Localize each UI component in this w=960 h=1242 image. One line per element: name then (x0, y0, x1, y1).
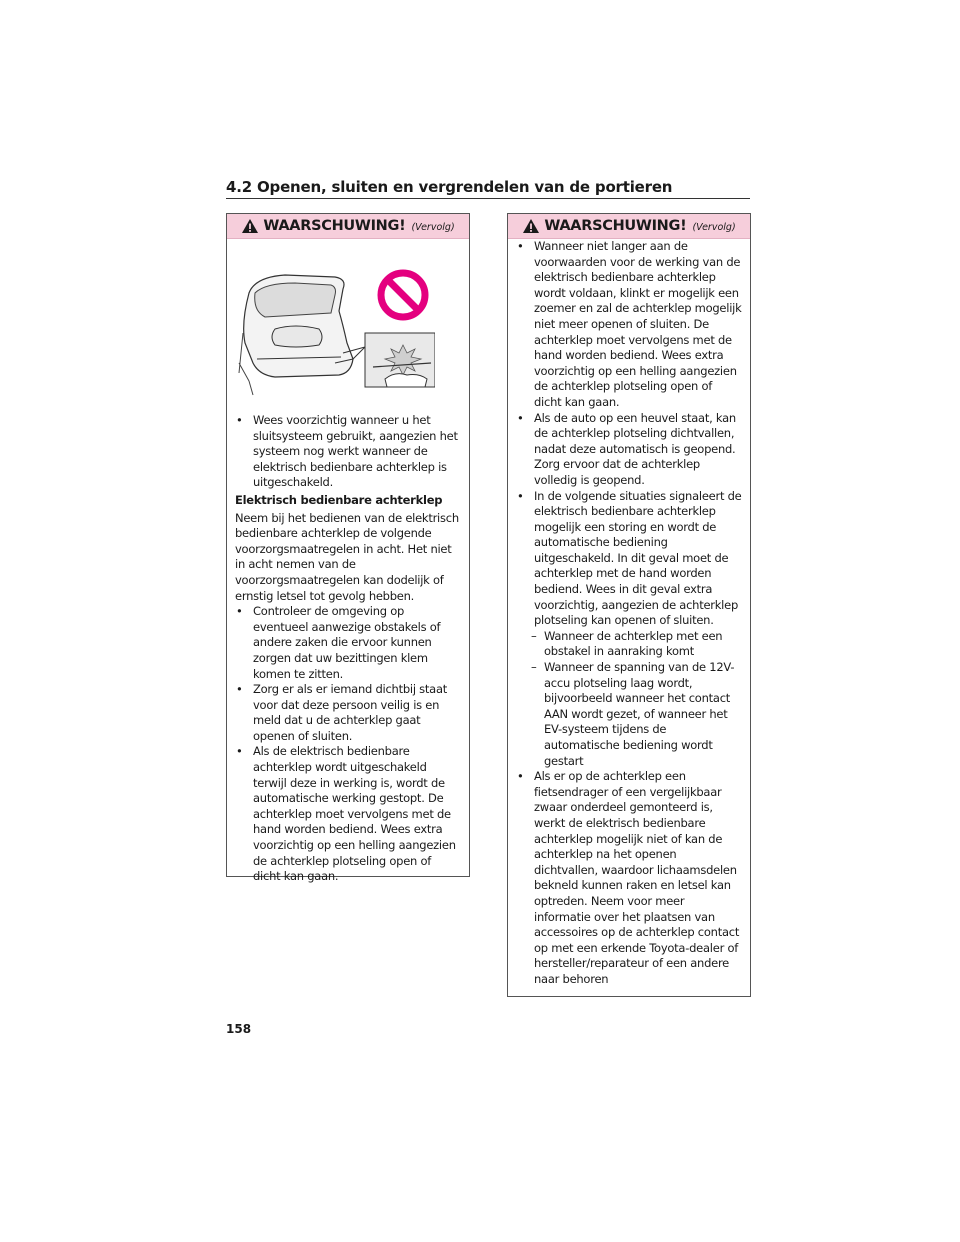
list-item: • Zorg er als er iemand dichtbij staat voor dat deze persoon veilig is en meld dat u de achterklep gaat openen of sluiten. (236, 682, 448, 743)
section-heading: Elektrisch bedienbare achterklep (235, 492, 443, 507)
car-rear-tailgate-illustration (235, 263, 435, 399)
list-item: • Wees voorzichtig wanneer u het sluitsysteem gebruikt, aangezien het systeem nog werkt wanneer de elektrisch bedienbare achterklep is uitgeschakeld. (236, 413, 458, 490)
list-item: • Als er op de achterklep een fietsendrager of een vergelijkbaar zwaar onderdeel gemonteerd is, werkt de elektrisch bedienbare achterklep mogelijk niet of kan de achterklep na het openen dichtvallen, waardoor lichaamsdelen bekneld kunnen raken en letsel kan optreden. Neem voor meer informatie over het plaatsen van accessoires op de achterklep contact op met een erkende Toyota-dealer of hersteller/reparateur of een andere naar behoren (517, 769, 740, 986)
page-number: 158 (226, 1022, 252, 1036)
warning-header (227, 214, 469, 239)
bullet-text: Als de elektrisch bedienbare achterklep wordt uitgeschakeld terwijl deze in werking is, wordt de automatische werking gestopt. De achterklep moet vervolgens met de hand worden bediend. Wees extra voorzichtig op een helling aangezien de achterklep plotseling open of dicht kan gaan. (253, 744, 456, 884)
warning-continued: (Vervolg) (411, 222, 455, 233)
bullet-text: In de volgende situaties signaleert de elektrisch bedienbare achterklep mogelijk een storing en wordt de automatische bediening uitgeschakeld. In dit geval moet de achterklep met de hand worden bediend. Wees in dit geval extra voorzichtig, aangezien de achterklep plotseling kan openen of sluiten. (534, 488, 742, 628)
warning-box-right (507, 213, 751, 997)
bullet-text: Zorg er als er iemand dichtbij staat voor dat deze persoon veilig is en meld dat u de achterklep gaat openen of sluiten. (253, 682, 448, 743)
prohibition-icon (381, 273, 425, 317)
warning-header (508, 214, 750, 239)
warning-continued: (Vervolg) (692, 222, 736, 233)
right-content (508, 239, 750, 988)
list-item: • In de volgende situaties signaleert de elektrisch bedienbare achterklep mogelijk een storing en wordt de automatische bediening uitgeschakeld. In dit geval moet de achterklep met de hand worden bediend. Wees in dit geval extra voorzichtig, aangezien de achterklep plotseling kan openen of sluiten. (517, 488, 742, 628)
sub-list-item: – Wanneer de spanning van de 12V-accu plotseling laag wordt, bijvoorbeeld wanneer het contact AAN wordt gezet, of wanneer het EV-systeem tijdens de automatische bediening wordt gestart (531, 660, 735, 768)
tailgate-figure (235, 263, 435, 399)
intro-paragraph: Neem bij het bedienen van de elektrisch bedienbare achterklep de volgende voorzorgsmaatregelen in acht. Het niet in acht nemen van de voorzorgsmaatregelen kan dodelijk of ernstig letsel tot gevolg hebben. (235, 510, 459, 603)
warning-title: WAARSCHUWING! (544, 218, 687, 234)
sub-list-item: – Wanneer de achterklep met een obstakel in aanraking komt (531, 628, 723, 659)
bullet-text: Controleer de omgeving op eventueel aanwezige obstakels of andere zaken die ervoor kunnen zorgen dat uw bezittingen klem komen te zitten. (253, 604, 441, 681)
sub-item-text: Wanneer de achterklep met een obstakel in aanraking komt (544, 628, 723, 659)
sub-item-text: Wanneer de spanning van de 12V-accu plotseling laag wordt, bijvoorbeeld wanneer het contact AAN wordt gezet, of wanneer het EV-systeem tijdens de automatische bediening wordt gestart (544, 660, 735, 768)
warning-title: WAARSCHUWING! (263, 218, 406, 234)
section-header: 4.2 Openen, sluiten en vergrendelen van de portieren (226, 178, 673, 196)
list-item: • Als de elektrisch bedienbare achterklep wordt uitgeschakeld terwijl deze in werking is, wordt de automatische werking gestopt. De achterklep moet vervolgens met de hand worden bediend. Wees extra voorzichtig op een helling aangezien de achterklep plotseling open of dicht kan gaan. (236, 744, 456, 884)
bullet-text: Als de auto op een heuvel staat, kan de achterklep plotseling dichtvallen, nadat deze automatisch is geopend. Zorg ervoor dat de achterklep volledig is geopend. (534, 410, 736, 487)
bullet-text: Als er op de achterklep een fietsendrager of een vergelijkbaar zwaar onderdeel gemonteerd is, werkt de elektrisch bedienbare achterklep mogelijk niet of kan de achterklep na het openen dichtvallen, waardoor lichaamsdelen bekneld kunnen raken en letsel kan optreden. Neem voor meer informatie over het plaatsen van accessoires op de achterklep contact op met een erkende Toyota-dealer of hersteller/reparateur of een andere naar behoren (534, 769, 740, 986)
warning-box-left (226, 213, 470, 884)
header-divider (226, 198, 750, 199)
list-item: • Controleer de omgeving op eventueel aanwezige obstakels of andere zaken die ervoor kunnen zorgen dat uw bezittingen klem komen te zitten. (236, 604, 441, 681)
warning-triangle-icon (241, 218, 259, 234)
left-content (227, 409, 469, 885)
list-item: • Wanneer niet langer aan de voorwaarden voor de werking van de elektrisch bedienbare achterklep wordt voldaan, klinkt er mogelijk een zoemer en zal de achterklep mogelijk niet meer openen of sluiten. De achterklep moet vervolgens met de hand worden bediend. Wees extra voorzichtig op een helling aangezien de achterklep plotseling open of dicht kan gaan. (517, 239, 742, 409)
warning-triangle-icon (522, 218, 540, 234)
bullet-text: Wees voorzichtig wanneer u het sluitsysteem gebruikt, aangezien het systeem nog werkt wanneer de elektrisch bedienbare achterklep is uitgeschakeld. (253, 413, 458, 490)
bullet-text: Wanneer niet langer aan de voorwaarden voor de werking van de elektrisch bedienbare achterklep wordt voldaan, klinkt er mogelijk een zoemer en zal de achterklep mogelijk niet meer openen of sluiten. De achterklep moet vervolgens met de hand worden bediend. Wees extra voorzichtig op een helling aangezien de achterklep plotseling open of dicht kan gaan. (534, 239, 742, 409)
list-item: • Als de auto op een heuvel staat, kan de achterklep plotseling dichtvallen, nadat deze automatisch is geopend. Zorg ervoor dat de achterklep volledig is geopend. (517, 410, 736, 487)
